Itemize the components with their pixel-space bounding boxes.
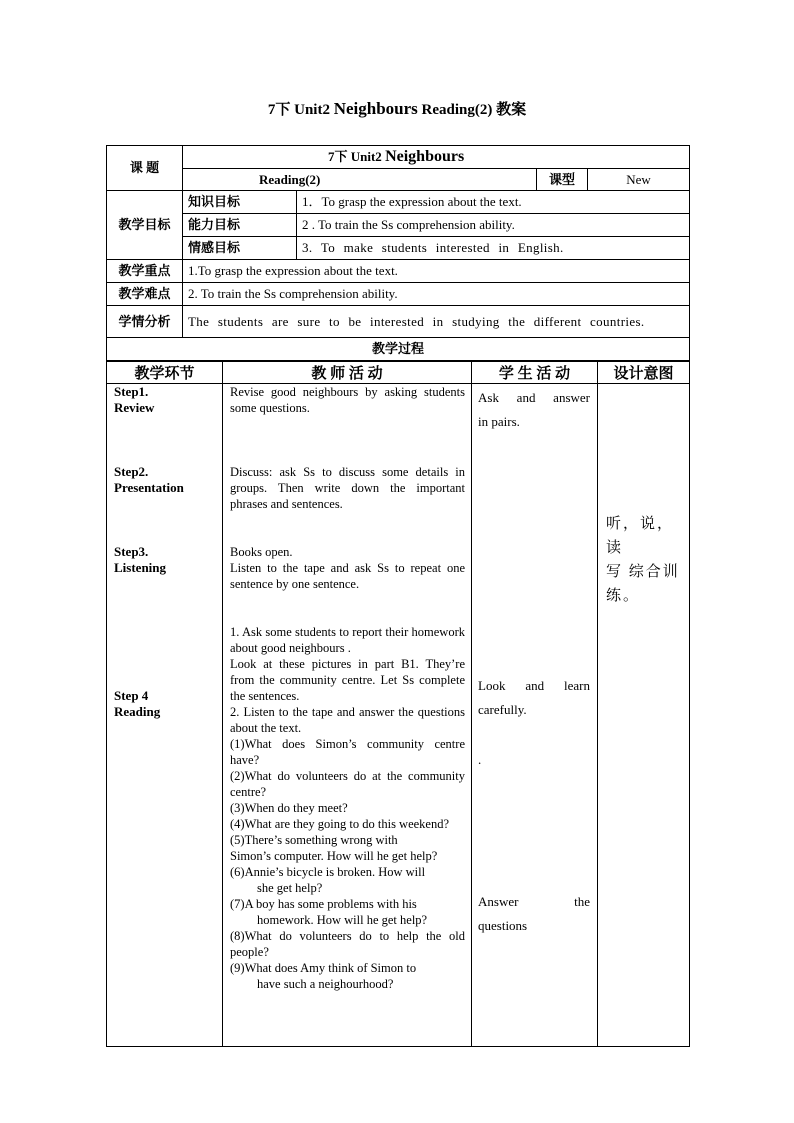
- key-point-row: [107, 260, 690, 283]
- question-item: (2)What do volunteers do at the community centre?: [230, 769, 465, 799]
- key-point-text: 1.To grasp the expression about the text.: [183, 260, 690, 283]
- design-intent-line: 写 综合训练。: [606, 564, 680, 604]
- lesson-type-label: 课型: [537, 169, 588, 191]
- title-prefix: 7下 Unit2: [267, 102, 334, 118]
- student-activity-cell: [472, 384, 598, 1047]
- step-number: Step1.: [114, 384, 149, 399]
- difficulty-label: 教学难点: [107, 283, 183, 306]
- lesson-type-value: New: [588, 169, 690, 191]
- header-stage: 教学环节: [107, 362, 223, 384]
- step-number: Step3.: [114, 544, 149, 559]
- teacher-listening-block: [230, 544, 465, 592]
- objective-row: [107, 214, 690, 237]
- header-teacher: 教 师 活 动: [223, 362, 472, 384]
- student-activity-line: in pairs.: [478, 414, 520, 429]
- question-item-continued: Simon’s computer. How will he get help?: [230, 849, 438, 863]
- design-intent-cell: [598, 384, 690, 1047]
- emotion-objective-label: 情感目标: [183, 237, 297, 260]
- topic-row: [107, 146, 690, 169]
- step-name: Reading: [114, 704, 161, 719]
- question-item: (9)What does Amy think of Simon to: [230, 961, 417, 975]
- teacher-reading-line: 1. Ask some students to report their homework about good neighbours .: [230, 625, 465, 655]
- teacher-activity-cell: [223, 384, 472, 1047]
- ability-objective-label: 能力目标: [183, 214, 297, 237]
- process-heading-row: [107, 338, 690, 361]
- step-reading: [114, 688, 160, 720]
- reading-row: [107, 169, 690, 191]
- question-item: (7)A boy has some problems with his: [230, 897, 417, 911]
- teaching-process-table: [106, 361, 690, 1047]
- process-body-row: [107, 384, 690, 1047]
- step-name: Presentation: [114, 480, 184, 495]
- analysis-label: 学情分析: [107, 306, 183, 338]
- title-suffix: Reading(2) 教案: [417, 102, 527, 118]
- student-dot: .: [478, 752, 482, 767]
- unit-main: Neighbours: [385, 148, 465, 166]
- question-item: (6)Annie’s bicycle is broken. How will: [230, 865, 426, 879]
- teacher-reading-line: 2. Listen to the tape and answer the questions about the text.: [230, 705, 465, 735]
- student-activity-line: Answer the: [478, 894, 590, 909]
- question-item: (3)When do they meet?: [230, 801, 348, 815]
- step-listening: [114, 544, 166, 576]
- student-activity-answer: [478, 890, 590, 938]
- student-activity-line: carefully.: [478, 702, 527, 717]
- emotion-objective-text: 3. To make students interested in English.: [297, 237, 690, 260]
- step-name: Listening: [114, 560, 167, 575]
- objective-row: [107, 191, 690, 214]
- question-item: (5)There’s something wrong with: [230, 833, 398, 847]
- knowledge-objective-label: 知识目标: [183, 191, 297, 214]
- unit-prefix: 7下 Unit2: [328, 149, 386, 165]
- student-activity-line: questions: [478, 918, 528, 933]
- key-point-label: 教学重点: [107, 260, 183, 283]
- step-number: Step 4: [114, 688, 149, 703]
- design-intent-line: 听，说，读: [606, 516, 675, 556]
- teacher-review-text: Revise good neighbours by asking students some questions.: [230, 385, 465, 415]
- process-heading: 教学过程: [107, 338, 690, 361]
- difficulty-row: [107, 283, 690, 306]
- process-header-row: [107, 362, 690, 384]
- title-main: Neighbours: [333, 99, 418, 118]
- design-intent-text: [606, 512, 686, 608]
- teacher-listening-line: Listen to the tape and ask Ss to repeat one sentence by one sentence.: [230, 561, 465, 591]
- reading-title: Reading(2): [183, 169, 537, 191]
- step-review: [114, 384, 154, 416]
- objectives-label: 教学目标: [107, 191, 183, 260]
- teacher-listening-line: Books open.: [230, 545, 293, 559]
- teacher-reading-line: Look at these pictures in part B1. They’re from the community centre. Let Ss complete the sentences.: [230, 657, 465, 703]
- topic-label: 课 题: [107, 146, 183, 191]
- difficulty-text: 2. To train the Ss comprehension ability.: [183, 283, 690, 306]
- question-item-continued: she get help?: [257, 881, 323, 895]
- student-activity-look: [478, 674, 590, 722]
- student-activity-line: Look and learn: [478, 678, 590, 693]
- stage-cell: [107, 384, 223, 1047]
- teacher-reading-block: [230, 624, 465, 992]
- header-student: 学 生 活 动: [472, 362, 598, 384]
- objective-row: [107, 237, 690, 260]
- step-number: Step2.: [114, 464, 149, 479]
- question-item-continued: homework. How will he get help?: [257, 913, 428, 927]
- header-design: 设计意图: [598, 362, 690, 384]
- student-activity-pairs: [478, 386, 590, 434]
- document-title: [0, 98, 794, 119]
- analysis-row: [107, 306, 690, 338]
- step-presentation: [114, 464, 184, 496]
- unit-title-cell: [183, 146, 690, 169]
- question-item: (4)What are they going to do this weekend?: [230, 817, 450, 831]
- analysis-text: The students are sure to be interested in studying the different countries.: [183, 306, 690, 338]
- teacher-presentation-text: Discuss: ask Ss to discuss some details in groups. Then write down the important phrases and sentences.: [230, 465, 465, 511]
- question-item: (8)What do volunteers do to help the old people?: [230, 929, 465, 959]
- question-item: (1)What does Simon’s community centre have?: [230, 737, 465, 767]
- knowledge-objective-text: 1．To grasp the expression about the text.: [297, 191, 690, 214]
- question-item-continued: have such a neighourhood?: [257, 977, 394, 991]
- step-name: Review: [114, 400, 155, 415]
- ability-objective-text: 2 . To train the Ss comprehension ability.: [297, 214, 690, 237]
- lesson-info-table: [106, 145, 690, 361]
- student-activity-line: Ask and answer: [478, 390, 590, 405]
